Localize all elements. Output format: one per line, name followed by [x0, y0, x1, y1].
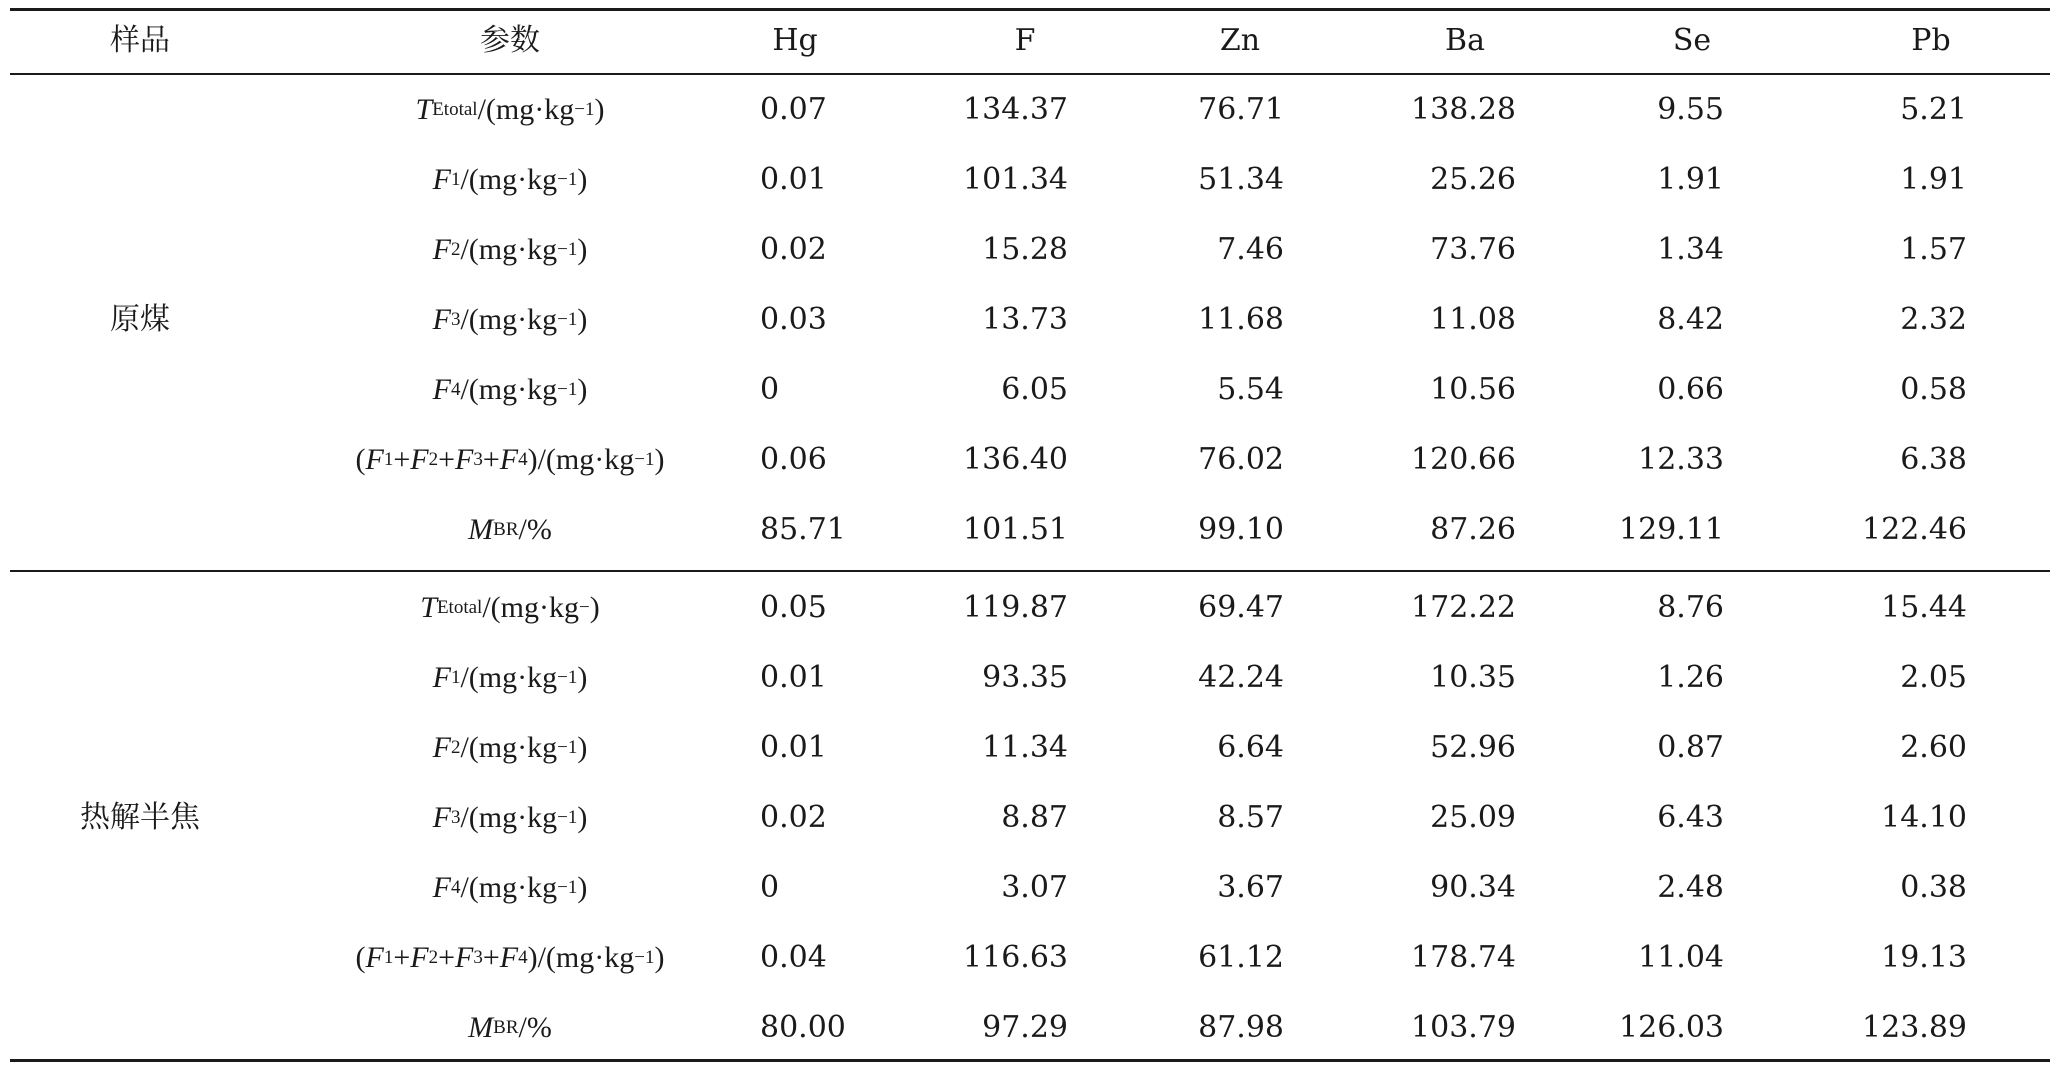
value-cell-pb: 5.21 — [1900, 92, 1967, 127]
value-cell-pb: 122.46 — [1862, 512, 1967, 547]
unit-text: /(mg·kg — [460, 871, 558, 904]
unit-close: ) — [589, 591, 600, 624]
parameter-label: M BR /% — [230, 1008, 790, 1048]
value-cell-ba: 172.22 — [1411, 590, 1516, 625]
header-parameter: 参数 — [480, 23, 540, 58]
value-cell-zn: 76.71 — [1198, 92, 1284, 127]
plus-sign: + — [393, 443, 411, 476]
value-cell-se: 0.66 — [1657, 372, 1724, 407]
unit-close: ) — [577, 871, 588, 904]
unit-text: /(mg·kg — [460, 303, 558, 336]
value-cell-se: 129.11 — [1619, 512, 1724, 547]
value-cell-zn: 11.68 — [1198, 302, 1284, 337]
parameter-label: F 2 /(mg·kg −1 ) — [230, 728, 790, 768]
value-cell-hg: 0.07 — [760, 92, 827, 127]
value-cell-pb: 6.38 — [1900, 442, 1967, 477]
header-rule — [10, 73, 2050, 75]
paren-open: ( — [355, 443, 366, 476]
value-cell-zn: 69.47 — [1198, 590, 1284, 625]
value-cell-ba: 25.26 — [1430, 162, 1516, 197]
parameter-label: F 3 /(mg·kg −1 ) — [230, 798, 790, 838]
unit-close: ) — [577, 661, 588, 694]
fraction-symbol: F — [432, 303, 451, 336]
value-cell-f: 136.40 — [963, 442, 1068, 477]
plus-sign: + — [438, 941, 456, 974]
value-cell-se: 6.43 — [1657, 800, 1724, 835]
value-cell-se: 9.55 — [1657, 92, 1724, 127]
unit-close: ) — [577, 303, 588, 336]
value-cell-se: 1.34 — [1657, 232, 1724, 267]
table-bottom-rule — [10, 1059, 2050, 1062]
unit-text: /(mg·kg — [477, 93, 575, 126]
percent-unit: /% — [518, 513, 552, 546]
total-symbol: T — [420, 591, 437, 624]
value-cell-hg: 0 — [760, 870, 780, 905]
value-cell-pb: 1.91 — [1900, 162, 1967, 197]
parameter-label: F 1 /(mg·kg −1 ) — [230, 658, 790, 698]
value-cell-pb: 2.60 — [1900, 730, 1967, 765]
fraction-symbol: F — [499, 941, 519, 974]
value-cell-hg: 0.03 — [760, 302, 827, 337]
parameter-label: F 3 /(mg·kg −1 ) — [230, 300, 790, 340]
unit-text: /(mg·kg — [537, 443, 635, 476]
value-cell-zn: 3.67 — [1217, 870, 1284, 905]
balance-symbol: M — [468, 513, 494, 546]
unit-close: ) — [577, 163, 588, 196]
value-cell-f: 8.87 — [1001, 800, 1068, 835]
unit-text: /(mg·kg — [460, 163, 558, 196]
unit-close: ) — [594, 93, 605, 126]
value-cell-hg: 0 — [760, 372, 780, 407]
fraction-symbol: F — [410, 941, 429, 974]
fraction-symbol: F — [432, 731, 451, 764]
value-cell-zn: 87.98 — [1198, 1010, 1284, 1045]
value-cell-ba: 178.74 — [1411, 940, 1516, 975]
unit-close: ) — [654, 941, 665, 974]
value-cell-zn: 51.34 — [1198, 162, 1284, 197]
paren-open: ( — [355, 941, 366, 974]
parameter-label: T Etotal /(mg·kg −1 ) — [230, 90, 790, 130]
fraction-symbol: F — [365, 941, 384, 974]
value-cell-ba: 25.09 — [1430, 800, 1516, 835]
value-cell-hg: 0.06 — [760, 442, 827, 477]
group-label: 热解半焦 — [80, 800, 200, 835]
unit-close: ) — [577, 373, 588, 406]
parameter-label: ( F 1 + F 2 + F 3 + F 4 ) /(mg·kg −1 ) — [230, 938, 790, 978]
unit-text: /(mg·kg — [460, 731, 558, 764]
value-cell-se: 8.76 — [1657, 590, 1724, 625]
value-cell-f: 101.51 — [963, 512, 1068, 547]
value-cell-hg: 0.02 — [760, 800, 827, 835]
plus-sign: + — [393, 941, 411, 974]
value-cell-pb: 1.57 — [1900, 232, 1967, 267]
value-cell-ba: 73.76 — [1430, 232, 1516, 267]
value-cell-ba: 90.34 — [1430, 870, 1516, 905]
header-hg: Hg — [772, 23, 818, 58]
percent-unit: /% — [518, 1011, 552, 1044]
value-cell-hg: 0.05 — [760, 590, 827, 625]
header-zn: Zn — [1219, 23, 1261, 58]
value-cell-pb: 2.05 — [1900, 660, 1967, 695]
fraction-symbol: F — [432, 871, 451, 904]
value-cell-ba: 10.56 — [1430, 372, 1516, 407]
parameter-label: M BR /% — [230, 510, 790, 550]
header-ba: Ba — [1445, 23, 1485, 58]
value-cell-f: 134.37 — [963, 92, 1068, 127]
value-cell-pb: 0.38 — [1900, 870, 1967, 905]
paren-close: ) — [527, 941, 538, 974]
fraction-symbol: F — [432, 373, 451, 406]
header-f: F — [1014, 23, 1036, 58]
value-cell-pb: 0.58 — [1900, 372, 1967, 407]
plus-sign: + — [482, 941, 500, 974]
value-cell-f: 97.29 — [982, 1010, 1068, 1045]
header-sample: 样品 — [110, 23, 170, 58]
value-cell-f: 3.07 — [1001, 870, 1068, 905]
value-cell-ba: 138.28 — [1411, 92, 1516, 127]
parameter-label: T Etotal /(mg·kg − ) — [230, 588, 790, 628]
unit-close: ) — [577, 801, 588, 834]
value-cell-f: 101.34 — [963, 162, 1068, 197]
value-cell-se: 1.26 — [1657, 660, 1724, 695]
value-cell-se: 126.03 — [1619, 1010, 1724, 1045]
value-cell-pb: 19.13 — [1881, 940, 1967, 975]
value-cell-ba: 10.35 — [1430, 660, 1516, 695]
parameter-label: F 2 /(mg·kg −1 ) — [230, 230, 790, 270]
value-cell-hg: 0.01 — [760, 660, 827, 695]
unit-close: ) — [577, 731, 588, 764]
value-cell-zn: 6.64 — [1217, 730, 1284, 765]
fraction-symbol: F — [432, 163, 451, 196]
unit-close: ) — [654, 443, 665, 476]
value-cell-ba: 52.96 — [1430, 730, 1516, 765]
fraction-symbol: F — [432, 801, 451, 834]
fraction-symbol: F — [365, 443, 384, 476]
unit-text: /(mg·kg — [460, 233, 558, 266]
paren-close: ) — [527, 443, 538, 476]
fraction-symbol: F — [499, 443, 519, 476]
value-cell-ba: 103.79 — [1411, 1010, 1516, 1045]
value-cell-ba: 120.66 — [1411, 442, 1516, 477]
value-cell-zn: 76.02 — [1198, 442, 1284, 477]
value-cell-hg: 0.01 — [760, 730, 827, 765]
value-cell-hg: 0.04 — [760, 940, 827, 975]
unit-text: /(mg·kg — [537, 941, 635, 974]
value-cell-zn: 42.24 — [1198, 660, 1284, 695]
value-cell-zn: 5.54 — [1217, 372, 1284, 407]
parameter-label: F 1 /(mg·kg −1 ) — [230, 160, 790, 200]
value-cell-hg: 85.71 — [760, 512, 846, 547]
value-cell-zn: 8.57 — [1217, 800, 1284, 835]
value-cell-hg: 0.01 — [760, 162, 827, 197]
fraction-symbol: F — [432, 233, 451, 266]
fraction-symbol: F — [455, 941, 474, 974]
header-pb: Pb — [1911, 23, 1951, 58]
parameter-label: ( F 1 + F 2 + F 3 + F 4 ) /(mg·kg −1 ) — [230, 440, 790, 480]
unit-text: /(mg·kg — [460, 661, 558, 694]
value-cell-ba: 87.26 — [1430, 512, 1516, 547]
value-cell-pb: 123.89 — [1862, 1010, 1967, 1045]
value-cell-f: 15.28 — [982, 232, 1068, 267]
value-cell-zn: 61.12 — [1198, 940, 1284, 975]
plus-sign: + — [438, 443, 456, 476]
unit-text: /(mg·kg — [460, 373, 558, 406]
value-cell-se: 1.91 — [1657, 162, 1724, 197]
parameter-label: F 4 /(mg·kg −1 ) — [230, 370, 790, 410]
plus-sign: + — [482, 443, 500, 476]
value-cell-hg: 80.00 — [760, 1010, 846, 1045]
header-se: Se — [1672, 23, 1712, 58]
value-cell-pb: 2.32 — [1900, 302, 1967, 337]
group-label: 原煤 — [110, 302, 170, 337]
fraction-symbol: F — [410, 443, 429, 476]
fraction-symbol: F — [455, 443, 474, 476]
value-cell-ba: 11.08 — [1430, 302, 1516, 337]
value-cell-hg: 0.02 — [760, 232, 827, 267]
value-cell-zn: 7.46 — [1217, 232, 1284, 267]
parameter-label: F 4 /(mg·kg −1 ) — [230, 868, 790, 908]
value-cell-se: 11.04 — [1638, 940, 1724, 975]
value-cell-zn: 99.10 — [1198, 512, 1284, 547]
value-cell-se: 2.48 — [1657, 870, 1724, 905]
table-top-rule — [10, 8, 2050, 11]
value-cell-pb: 14.10 — [1881, 800, 1967, 835]
value-cell-f: 13.73 — [982, 302, 1068, 337]
fraction-symbol: F — [432, 661, 451, 694]
group-divider-rule — [10, 570, 2050, 572]
value-cell-pb: 15.44 — [1881, 590, 1967, 625]
unit-text: /(mg·kg — [482, 591, 579, 624]
total-symbol: T — [415, 93, 433, 126]
value-cell-f: 116.63 — [963, 940, 1068, 975]
unit-close: ) — [577, 233, 588, 266]
value-cell-se: 8.42 — [1657, 302, 1724, 337]
value-cell-f: 6.05 — [1001, 372, 1068, 407]
value-cell-se: 0.87 — [1657, 730, 1724, 765]
value-cell-f: 93.35 — [982, 660, 1068, 695]
value-cell-f: 119.87 — [963, 590, 1068, 625]
balance-symbol: M — [468, 1011, 494, 1044]
unit-text: /(mg·kg — [460, 801, 558, 834]
value-cell-se: 12.33 — [1638, 442, 1724, 477]
value-cell-f: 11.34 — [982, 730, 1068, 765]
